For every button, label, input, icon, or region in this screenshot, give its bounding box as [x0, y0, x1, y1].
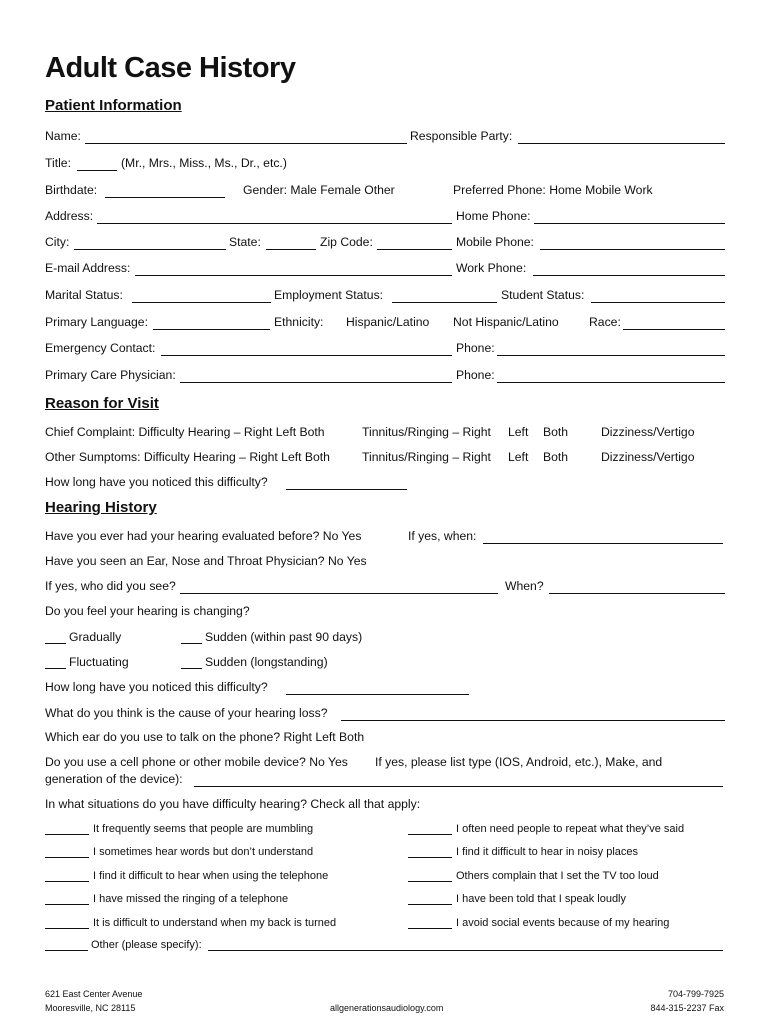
primary-language-label: Primary Language:	[45, 315, 148, 329]
section-hearing-history: Hearing History	[45, 499, 157, 516]
responsible-party-label: Responsible Party:	[410, 129, 513, 143]
footer-website: allgenerationsaudiology.com	[330, 1003, 444, 1013]
cell-phone-question[interactable]: Do you use a cell phone or other mobile device? No Yes	[45, 755, 348, 769]
state-field[interactable]	[266, 249, 316, 250]
footer-address-line1: 621 East Center Avenue	[45, 989, 143, 999]
employment-status-field[interactable]	[392, 302, 497, 303]
mobile-phone-label: Mobile Phone:	[456, 235, 534, 249]
phone-ear-question[interactable]: Which ear do you use to talk on the phone? Right Left Both	[45, 730, 365, 744]
cause-question: What do you think is the cause of your hearing loss?	[45, 706, 328, 720]
home-phone-label: Home Phone:	[456, 209, 531, 223]
footer-phone: 704-799-7925	[667, 989, 724, 999]
reason-how-long-field[interactable]	[286, 489, 407, 490]
primary-language-field[interactable]	[153, 329, 270, 330]
check-telephone-label: I find it difficult to hear when using the telephone	[93, 870, 329, 882]
reason-how-long-label: How long have you noticed this difficulty?	[45, 475, 268, 489]
cell-generation-label: generation of the device):	[45, 772, 183, 786]
hearing-how-long-field[interactable]	[286, 694, 469, 695]
title-options: (Mr., Mrs., Miss., Ms., Dr., etc.)	[121, 156, 287, 170]
check-ringing-field[interactable]	[45, 904, 89, 905]
address-label: Address:	[45, 209, 94, 223]
mobile-phone-field[interactable]	[540, 249, 725, 250]
birthdate-label: Birthdate:	[45, 183, 98, 197]
ethnicity-not-hispanic-option[interactable]: Not Hispanic/Latino	[453, 315, 559, 329]
cell-device-field[interactable]	[194, 786, 723, 787]
email-label: E-mail Address:	[45, 261, 131, 275]
birthdate-field[interactable]	[105, 197, 225, 198]
check-back-turned-label: It is difficult to understand when my back is turned	[93, 917, 337, 929]
address-field[interactable]	[97, 223, 452, 224]
physician-phone-field[interactable]	[497, 382, 725, 383]
ent-who-label: If yes, who did you see?	[45, 579, 176, 593]
other-tinnitus-left-option[interactable]: Left	[508, 450, 529, 464]
other-dizziness-option[interactable]: Dizziness/Vertigo	[601, 450, 695, 464]
emergency-contact-label: Emergency Contact:	[45, 341, 156, 355]
city-field[interactable]	[74, 249, 226, 250]
fluctuating-check-field[interactable]	[45, 668, 66, 669]
check-loudly-field[interactable]	[408, 904, 452, 905]
student-status-label: Student Status:	[501, 288, 585, 302]
check-social-label: I avoid social events because of my hearing	[456, 917, 670, 929]
emergency-phone-label: Phone:	[456, 341, 495, 355]
chief-tinnitus-left-option[interactable]: Left	[508, 425, 529, 439]
other-symptoms-row[interactable]: Other Sumptoms: Difficulty Hearing – Right Left Both	[45, 450, 330, 464]
ent-when-label: When?	[505, 579, 544, 593]
check-telephone-field[interactable]	[45, 881, 89, 882]
ent-when-field[interactable]	[549, 593, 725, 594]
check-mumbling-field[interactable]	[45, 834, 89, 835]
gender-options[interactable]: Gender: Male Female Other	[243, 183, 395, 197]
check-social-field[interactable]	[408, 928, 452, 929]
evaluated-when-field[interactable]	[483, 543, 723, 544]
sudden-90-check-field[interactable]	[181, 643, 202, 644]
title-label: Title:	[45, 156, 71, 170]
responsible-party-field[interactable]	[518, 143, 725, 144]
other-specify-label: Other (please specify):	[91, 939, 202, 951]
check-tv-label: Others complain that I set the TV too loud	[456, 870, 659, 882]
form-title: Adult Case History	[45, 52, 296, 84]
ethnicity-label: Ethnicity:	[274, 315, 324, 329]
check-back-turned-field[interactable]	[45, 928, 89, 929]
check-other-field[interactable]	[45, 950, 88, 951]
check-loudly-label: I have been told that I speak loudly	[456, 893, 627, 905]
check-mumbling-label: It frequently seems that people are mumbling	[93, 823, 314, 835]
emergency-phone-field[interactable]	[497, 355, 725, 356]
check-noisy-label: I find it difficult to hear in noisy places	[456, 846, 639, 858]
work-phone-field[interactable]	[533, 275, 725, 276]
ent-who-field[interactable]	[180, 593, 498, 594]
city-label: City:	[45, 235, 70, 249]
evaluated-when-label: If yes, when:	[408, 529, 477, 543]
physician-phone-label: Phone:	[456, 368, 495, 382]
other-tinnitus-both-option[interactable]: Both	[543, 450, 569, 464]
marital-status-label: Marital Status:	[45, 288, 123, 302]
other-specify-field[interactable]	[208, 950, 723, 951]
name-field[interactable]	[85, 143, 407, 144]
section-reason-for-visit: Reason for Visit	[45, 395, 159, 412]
situations-prompt: In what situations do you have difficulty hearing? Check all that apply:	[45, 797, 421, 811]
evaluated-before-question[interactable]: Have you ever had your hearing evaluated before? No Yes	[45, 529, 362, 543]
ent-physician-question[interactable]: Have you seen an Ear, Nose and Throat Physician? No Yes	[45, 554, 367, 568]
check-words-label: I sometimes hear words but don’t understand	[93, 846, 314, 858]
check-ringing-label: I have missed the ringing of a telephone	[93, 893, 289, 905]
check-tv-field[interactable]	[408, 881, 452, 882]
marital-status-field[interactable]	[132, 302, 271, 303]
work-phone-label: Work Phone:	[456, 261, 527, 275]
race-field[interactable]	[623, 329, 725, 330]
chief-tinnitus-option[interactable]: Tinnitus/Ringing – Right	[362, 425, 491, 439]
footer-fax: 844-315-2237 Fax	[650, 1003, 724, 1013]
other-tinnitus-option[interactable]: Tinnitus/Ringing – Right	[362, 450, 491, 464]
hearing-changing-question: Do you feel your hearing is changing?	[45, 604, 250, 618]
sudden-90-label: Sudden (within past 90 days)	[205, 630, 363, 644]
student-status-field[interactable]	[591, 302, 725, 303]
title-field[interactable]	[77, 170, 117, 171]
check-repeat-label: I often need people to repeat what they’ve said	[456, 823, 685, 835]
primary-care-physician-label: Primary Care Physician:	[45, 368, 176, 382]
race-label: Race:	[589, 315, 621, 329]
zip-field[interactable]	[377, 249, 452, 250]
fluctuating-label: Fluctuating	[69, 655, 129, 669]
preferred-phone-options[interactable]: Preferred Phone: Home Mobile Work	[453, 183, 653, 197]
sudden-longstanding-check-field[interactable]	[181, 668, 202, 669]
cell-type-prompt: If yes, please list type (IOS, Android, etc.), Make, and	[375, 755, 663, 769]
emergency-contact-field[interactable]	[161, 355, 452, 356]
chief-complaint-row[interactable]: Chief Complaint: Difficulty Hearing – Right Left Both	[45, 425, 325, 439]
gradually-label: Gradually	[69, 630, 122, 644]
check-repeat-field[interactable]	[408, 834, 452, 835]
gradually-check-field[interactable]	[45, 643, 66, 644]
chief-tinnitus-both-option[interactable]: Both	[543, 425, 569, 439]
state-label: State:	[229, 235, 261, 249]
home-phone-field[interactable]	[534, 223, 725, 224]
check-words-field[interactable]	[45, 857, 89, 858]
sudden-longstanding-label: Sudden (longstanding)	[205, 655, 328, 669]
cause-field[interactable]	[341, 720, 725, 721]
hearing-how-long-label: How long have you noticed this difficulty?	[45, 680, 268, 694]
chief-dizziness-option[interactable]: Dizziness/Vertigo	[601, 425, 695, 439]
name-label: Name:	[45, 129, 81, 143]
footer-address-line2: Mooresville, NC 28115	[45, 1003, 136, 1013]
email-field[interactable]	[135, 275, 452, 276]
zip-label: Zip Code:	[320, 235, 373, 249]
ethnicity-hispanic-option[interactable]: Hispanic/Latino	[346, 315, 430, 329]
section-patient-information: Patient Information	[45, 97, 182, 114]
employment-status-label: Employment Status:	[274, 288, 384, 302]
primary-care-physician-field[interactable]	[180, 382, 452, 383]
check-noisy-field[interactable]	[408, 857, 452, 858]
